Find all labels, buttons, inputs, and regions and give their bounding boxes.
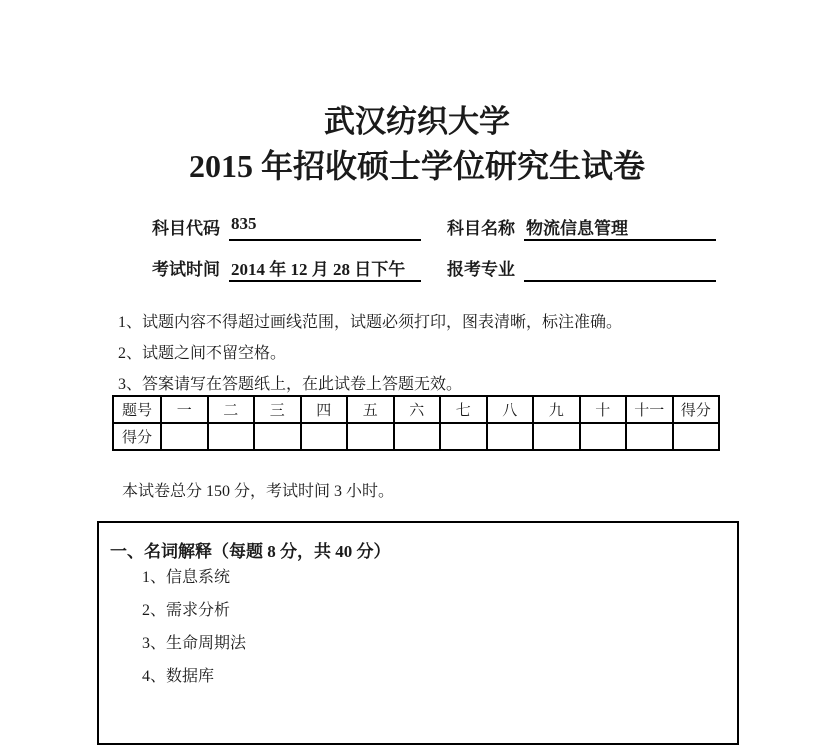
score-cell-empty — [626, 423, 673, 450]
column-header: 九 — [533, 396, 580, 423]
score-table-score-row — [113, 423, 719, 450]
score-cell-empty — [533, 423, 580, 450]
score-table-header-row — [113, 396, 719, 423]
column-header: 七 — [440, 396, 487, 423]
question-number-header: 题号 — [113, 396, 161, 423]
subject-name-value: 物流信息管理 — [524, 214, 716, 241]
section-one-items — [142, 561, 246, 693]
score-cell-empty — [301, 423, 348, 450]
exam-title: 2015 年招收硕士学位研究生试卷 — [188, 148, 645, 184]
field-subject-name — [447, 214, 716, 241]
field-subject-code — [152, 214, 421, 241]
score-cell-empty — [440, 423, 487, 450]
question-item: 3、生命周期法 — [142, 635, 247, 652]
question-item: 1、信息系统 — [142, 569, 231, 586]
question-item: 4、数据库 — [142, 668, 215, 685]
instruction-line: 2、试题之间不留空格。 — [118, 345, 287, 362]
column-header: 二 — [208, 396, 255, 423]
score-cell-empty — [208, 423, 255, 450]
score-cell-empty — [487, 423, 534, 450]
column-header: 三 — [254, 396, 301, 423]
total-score-note: 本试卷总分 150 分，考试时间 3 小时。 — [122, 483, 395, 500]
score-cell-empty — [673, 423, 720, 450]
column-header: 六 — [394, 396, 441, 423]
question-item: 2、需求分析 — [142, 602, 231, 619]
column-header: 得分 — [673, 396, 720, 423]
column-header: 五 — [347, 396, 394, 423]
score-cell-empty — [254, 423, 301, 450]
subject-name-label: 科目名称 — [447, 219, 515, 238]
score-cell-empty — [347, 423, 394, 450]
column-header: 四 — [301, 396, 348, 423]
exam-time-label: 考试时间 — [152, 260, 220, 279]
subject-code-label: 科目代码 — [152, 219, 220, 238]
major-value — [524, 255, 716, 282]
field-exam-time — [152, 255, 421, 282]
exam-time-value: 2014 年 12 月 28 日下午 — [229, 255, 421, 282]
instruction-line: 3、答案请写在答题纸上，在此试卷上答题无效。 — [118, 376, 463, 393]
column-header: 八 — [487, 396, 534, 423]
instruction-line: 1、试题内容不得超过画线范围，试题必须打印，图表清晰，标注准确。 — [118, 314, 623, 331]
score-cell-empty — [580, 423, 627, 450]
score-cell-empty — [394, 423, 441, 450]
score-row-label: 得分 — [113, 423, 161, 450]
score-cell-empty — [161, 423, 208, 450]
column-header: 十 — [580, 396, 627, 423]
score-table — [112, 395, 720, 451]
major-label: 报考专业 — [447, 260, 515, 279]
column-header: 十一 — [626, 396, 673, 423]
column-header: 一 — [161, 396, 208, 423]
question-box — [97, 521, 739, 745]
field-major — [447, 255, 716, 282]
instructions-list — [118, 307, 622, 400]
section-one-heading: 一、名词解释（每题 8 分，共 40 分） — [110, 542, 391, 561]
subject-code-value: 835 — [229, 214, 421, 241]
university-title: 武汉纺织大学 — [324, 104, 510, 139]
